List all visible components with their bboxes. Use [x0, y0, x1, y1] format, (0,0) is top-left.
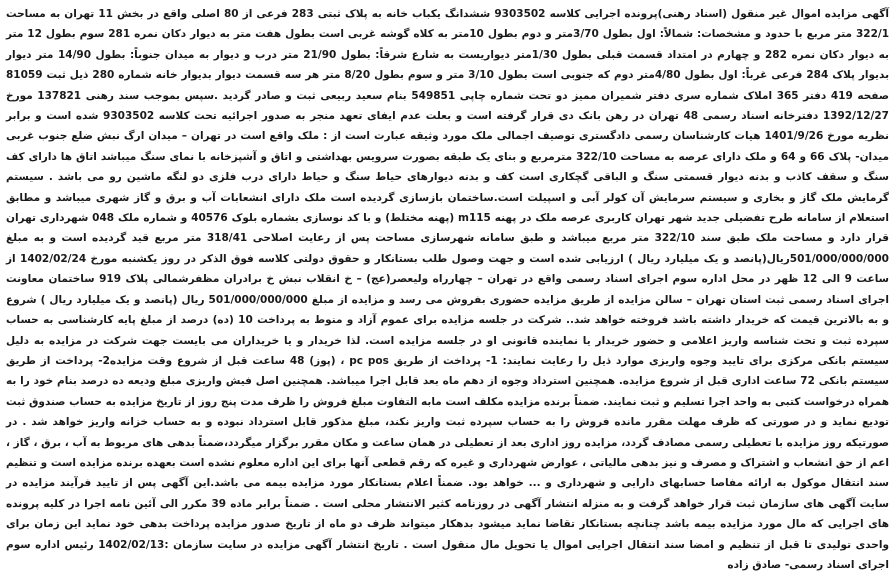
auction-notice-text: آگهی مزایده اموال غیر منقول (اسناد رهنی)پرونده اجرایی کلاسه 9303502 ششدانگ یکباب خانه به پلاک ثبتی 283 فرعی از 80 اصلی واقع در بخش 11 تهران به مساحت 322/1 متر مربع با حدود و مشخصات: شمالاً: اول بطول 3/70متر و دوم بطول 10متر به کلاه گوشه غربی است بطول هفت متر به دیوار دکان نمره 281 سوم بطول 12 متر به دیوار دکان نمره 282 و چهارم در امتداد قسمت قبلی بطول 1/30متر دیواریست به شارع شرقاً: بطول 21/90 متر درب و دیوار به میدان جنوباً: بطول 14/90 متر دیوار بدیوار پلاک 284 فرعی غرباً: اول بطول 4/80متر دوم که جنوبی است بطول 3/10 متر و سوم بطول 8/20 متر هر سه قسمت دیوار بدیوار خانه شماره 280 ذیل ثبت 81059 صفحه 419 دفتر 365 املاک شماره سری دفتر شمیران ممیز دو تحت شماره چاپی 549851 بنام سعید ربیعی ثبت و صادر گردید .سپس بموجب سند رهنی 137821 مورخ 1392/12/27 دفترخانه اسناد رسمی 48 تهران در رهن بانک دی قرار گرفته است و بعلت عدم ایفای تعهد منجر به صدور اجرائیه تحت کلاسه 9303502 شده است و برابر نظریه مورخ 1401/9/26 هیات کارشناسان رسمی دادگستری توصیف اجمالی ملک مورد وثیقه عبارت است از : ملک واقع است در تهران – میدان ارگ نبش ضلع جنوب غربی میدان- پلاک 66 و 64 و ملک دارای عرصه به مساحت 322/10 مترمربع و بنای یک طبقه بصورت سرویس بهداشتی و اتاق و آشپزخانه با نمای سنگ میباشد اتاق ها دارای کف سنگ و سقف کاذب و بدنه دیوار قسمتی سنگ و الباقی گچکاری است کف و بدنه دیوارهای حیاط سنگ و حیاط دارای درب فلزی دو لنگه ماشین رو می باشد . سیستم گرمایش ملک گاز و بخاری و سیستم سرمایش آن کولر آبی و اسپیلت است.ساختمان بازسازی گردیده است ملک دارای انشعابات آب و برق و گاز شهری میباشد و مطابق استعلام از سامانه طرح تفضیلی جدید شهر تهران کاربری عرصه ملک در پهنه m115 (پهنه مختلط) و با کد نوسازی بشماره بلوک 40576 و شماره ملک 048 شهرداری تهران قرار دارد و مساحت ملک طبق سند 322/10 متر مربع میباشد و طبق سامانه شهرسازی مساحت پس از رعایت اصلاحی 318/41 متر مربع قید گردیده است و به مبلغ 501/000/000/000ریال(پانصد و یک میلیارد ریال ) ارزیابی شده است و جهت وصول طلب بستانکار و حقوق دولتی کلاسه فوق الذکر در روز یکشنبه مورخ 1402/02/24 از ساعت 9 الی 12 ظهر در محل اداره سوم اجرای اسناد رسمی واقع در تهران – چهارراه ولیعصر(عج) – خ انقلاب نبش خ برادران مظفرشمالی پلاک 919 ساختمان معاونت اجرای اسناد رسمی ثبت استان تهران – سالن مزایده از طریق مزایده حضوری بفروش می رسد و مزایده از مبلغ 501/000/000/000 ریال (پانصد و یک میلیارد ریال ) شروع و به بالاترین قیمت که خریدار داشته باشد فروخته خواهد شد.. شرکت در جلسه مزایده برای عموم آزاد و منوط به پرداخت 10 (ده) درصد از مبلغ پایه کارشناسی به حساب سپرده ثبت و تحت شناسه واریز اعلامی و حضور خریدار یا نماینده قانونی او در جلسه مزایده است. لذا خریدار و یا خریداران می بایست جهت شرکت در مزایده به دلیل سیستم بانکی مرکزی برای تایید وجوه واریزی موارد ذیل را رعایت نمایند: 1- پرداخت از طریق pc pos ، (پوز) 48 ساعت قبل از شروع وقت مزایده2- پرداخت از طریق سیستم بانکی 72 ساعت اداری قبل از شروع مزایده. همچنین استرداد وجوه از دهم ماه بعد قابل اجرا میباشد. همچنین اصل فیش واریزی مبلغ ودیعه ده درصد بنام خود را به همراه درخواست کتبی به واحد اجرا تسلیم و ثبت نمایند. ضمناً برنده مزایده مکلف است مابه التفاوت مبلغ فروش را ظرف مدت پنج روز از تاریخ مزایده به حساب صندوق ثبت تودیع نماید و در صورتی که ظرف مهلت مقرر مانده فروش را به حساب سپرده ثبت واریز نکند، مبلغ مذکور قابل استرداد نبوده و به حساب خزانه واریز خواهد شد . در صورتیکه روز مزایده با تعطیلی رسمی مصادف گردد، مزایده روز اداری بعد از تعطیلی در همان ساعت و مکان مقرر برگزار میگردد،ضمناً بدهی های مربوط به آب ، برق ، گاز ، اعم از حق انشعاب و اشتراک و مصرف و نیز بدهی مالیاتی ، عوارض شهرداری و غیره که رقم قطعی آنها برای این اداره معلوم نشده است بعهده برنده مزایده است و تنظیم سند انتقال موکول به ارائه مفاصا حسابهای دارایی و شهرداری و ... خواهد بود. ضمناً اعلام بستانکار مورد مزایده بیمه می باشد.این آگهی پس از تایید فرآیند مزایده در سایت آگهی های سازمان ثبت قرار خواهد گرفت و به منزله انتشار آگهی در روزنامه کثیر الانتشار محلی است . ضمناً برابر ماده 39 مکرر الی آئین نامه اجرا در کلیه پرونده های اجرایی که مال مورد مزایده بیمه باشد چنانچه بستانکار تقاضا نماید میشود بدهکار میتواند ظرف دو ماه از تاریخ صدور مزایده پرداخت بدهی خود نماید این زمان برای واحدی تولیدی تا قبل از تنظیم و امضا سند انتقال اجرایی اموال یا تحویل مال منقول است . تاریخ انتشار آگهی مزایده در سایت سازمان :1402/02/13 رئیس اداره سوم اجرای اسناد رسمی- صادق زاده [6, 8, 890, 571]
